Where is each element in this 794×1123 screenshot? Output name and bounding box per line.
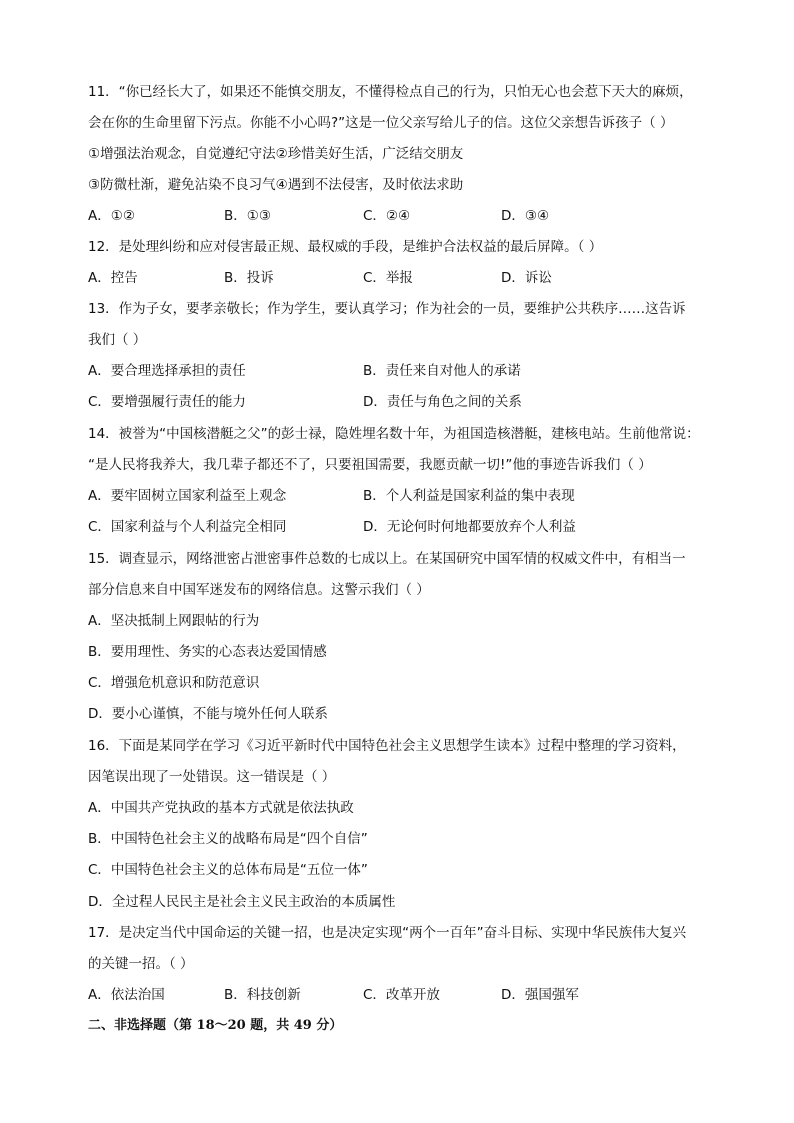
q14-option-a: A．要牢固树立国家利益至上观念 <box>88 488 287 504</box>
q15-option-d: D．要小心谨慎，不能与境外任何人联系 <box>88 706 328 722</box>
q12-option-b: B．投诉 <box>224 270 274 286</box>
q14-option-b: B．个人利益是国家利益的集中表现 <box>363 488 575 504</box>
q14-option-c: C．国家利益与个人利益完全相同 <box>88 519 287 535</box>
q12-option-c: C．举报 <box>363 270 413 286</box>
q15-option-b: B．要用理性、务实的心态表达爱国情感 <box>88 644 327 660</box>
q11-option-b: B．①③ <box>224 208 271 224</box>
q13-option-d: D．责任与角色之间的关系 <box>363 394 522 410</box>
q13-option-b: B．责任来自对他人的承诺 <box>363 363 521 379</box>
q11-stem-line-2: 会在你的生命里留下污点。你能不小心吗?”这是一位父亲写给儿子的信。这位父亲想告诉孩子（ ） <box>88 115 674 131</box>
q17-option-a: A．依法治国 <box>88 987 165 1003</box>
q17-option-d: D．强国强军 <box>501 987 579 1003</box>
q17-stem-line-1: 17．是决定当代中国命运的关键一招，也是决定实现“两个一百年”奋斗目标、实现中华民族伟大复兴 <box>88 925 687 941</box>
q15-option-a: A．坚决抵制上网跟帖的行为 <box>88 613 260 629</box>
q14-option-d: D．无论何时何地都要放弃个人利益 <box>363 519 576 535</box>
q12-option-a: A．控告 <box>88 270 138 286</box>
q15-option-c: C．增强危机意识和防范意识 <box>88 675 260 691</box>
q15-stem-line-1: 15．调查显示，网络泄密占泄密事件总数的七成以上。在某国研究中国军情的权威文件中，有相当一 <box>88 551 686 567</box>
q16-option-b: B．中国特色社会主义的战略布局是“四个自信” <box>88 831 368 847</box>
q15-stem-line-2: 部分信息来自中国军迷发布的网络信息。这警示我们（ ） <box>88 582 430 598</box>
q16-option-c: C．中国特色社会主义的总体布局是“五位一体” <box>88 862 368 878</box>
q13-stem-line-2: 我们（ ） <box>88 332 147 348</box>
q14-stem-line-1: 14．被誉为“中国核潜艇之父”的彭士禄，隐姓埋名数十年，为祖国造核潜艇，建核电站。生前他常说： <box>88 426 700 442</box>
q11-option-d: D．③④ <box>501 208 550 224</box>
q17-option-b: B．科技创新 <box>224 987 301 1003</box>
q11-statements-line-1: ①增强法治观念，自觉遵纪守法②珍惜美好生活，广泛结交朋友 <box>88 146 464 162</box>
q16-stem-line-2: 因笔误出现了一处错误。这一错误是（ ） <box>88 769 336 785</box>
q16-stem-line-1: 16．下面是某同学在学习《习近平新时代中国特色社会主义思想学生读本》过程中整理的学习资料， <box>88 738 686 754</box>
q13-option-c: C．要增强履行责任的能力 <box>88 394 246 410</box>
q11-stem-line-1: 11．“你已经长大了，如果还不能慎交朋友，不懂得检点自己的行为，只怕无心也会惹下天大的麻烦， <box>88 84 693 100</box>
q13-option-a: A．要合理选择承担的责任 <box>88 363 246 379</box>
q13-stem-line-1: 13．作为子女，要孝亲敬长；作为学生，要认真学习；作为社会的一员，要维护公共秩序……这告诉 <box>88 301 686 317</box>
q17-stem-line-2: 的关键一招。（ ） <box>88 956 194 972</box>
q12-option-d: D．诉讼 <box>501 270 552 286</box>
q16-option-a: A．中国共产党执政的基本方式就是依法执政 <box>88 800 354 816</box>
q17-option-c: C．改革开放 <box>363 987 440 1003</box>
q11-option-c: C．②④ <box>363 208 411 224</box>
section-2-heading: 二、非选择题（第 18～20 题，共 49 分） <box>88 1018 343 1033</box>
q12-stem: 12．是处理纠纷和应对侵害最正规、最权威的手段，是维护合法权益的最后屏障。（ ） <box>88 239 603 255</box>
q11-statements-line-2: ③防微杜渐，避免沾染不良习气④遇到不法侵害，及时依法求助 <box>88 177 464 193</box>
q16-option-d: D．全过程人民民主是社会主义民主政治的本质属性 <box>88 894 396 910</box>
q14-stem-line-2: “是人民将我养大，我几辈子都还不了，只要祖国需要，我愿贡献一切!”他的事迹告诉我们（ ） <box>88 457 652 473</box>
q11-option-a: A．①② <box>88 208 135 224</box>
